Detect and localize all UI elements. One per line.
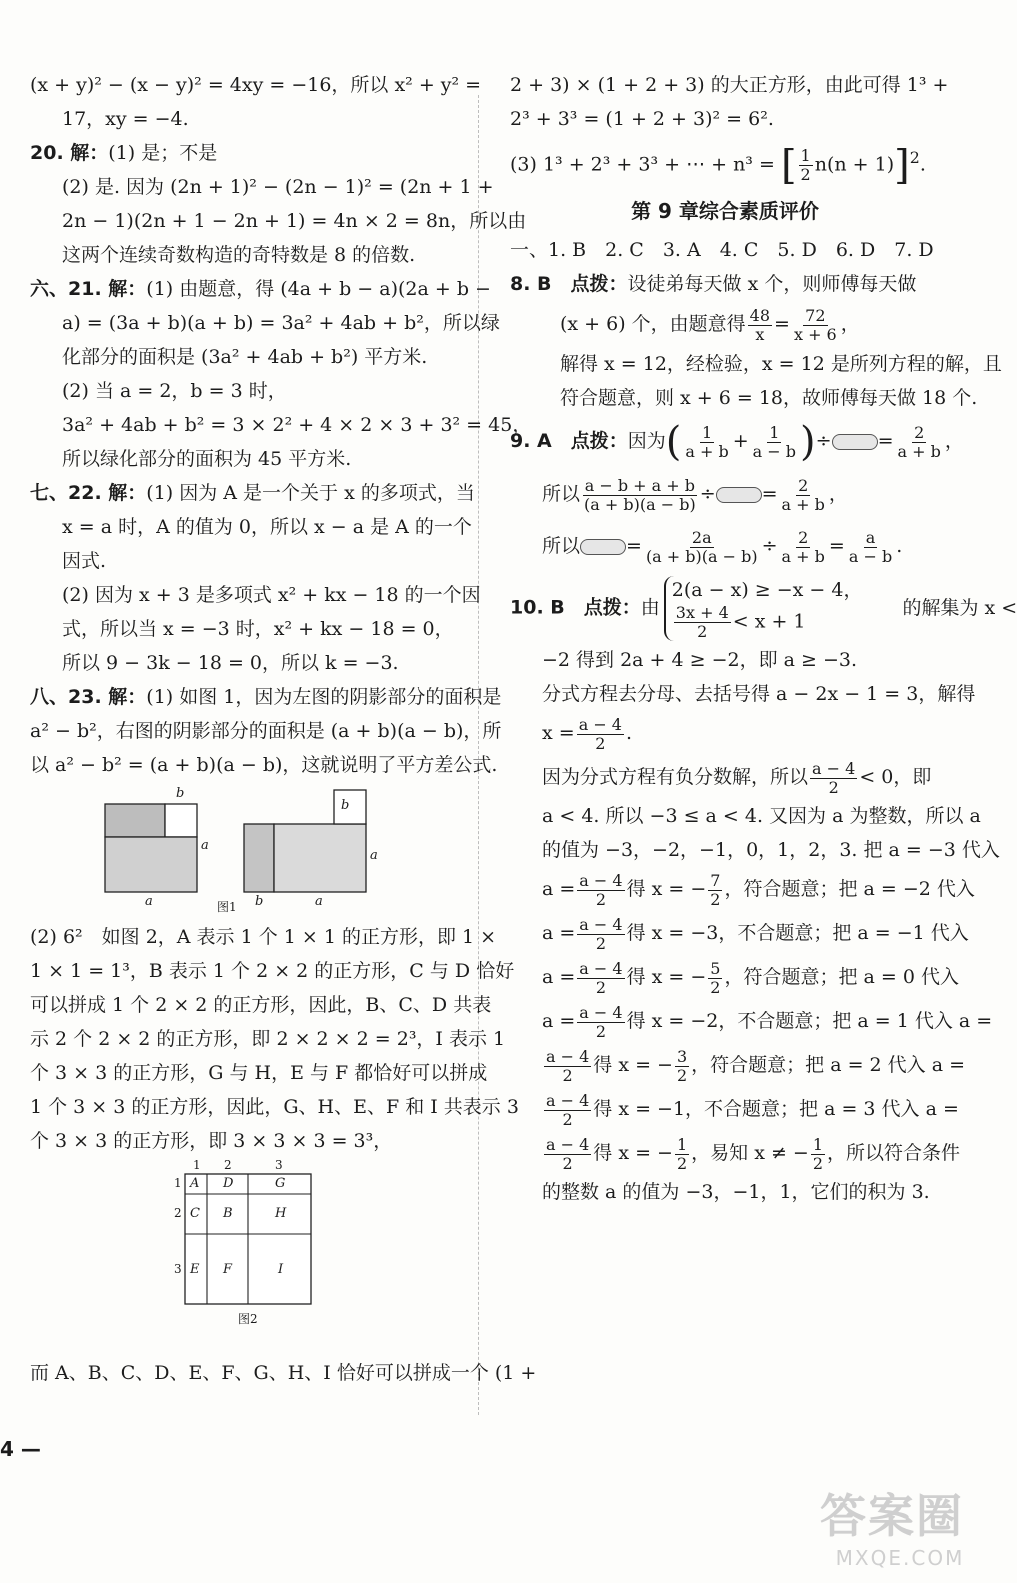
question-10 (510, 576, 1017, 642)
denominator: x + 6 (793, 324, 837, 344)
fraction (780, 529, 827, 566)
numerator: 48 (749, 305, 771, 325)
exponent: 2 (909, 148, 920, 167)
figure-1-drawing (30, 786, 460, 916)
formula-line: (3) 1³ + 2³ + 3³ + ⋯ + n³ = [ $\frac{1}{2}$ n(n + 1)]$^2$. (510, 142, 926, 189)
inequality-1: 2(a − x) ≥ −x − 4， (671, 579, 863, 602)
fraction (708, 872, 722, 909)
fraction (674, 604, 731, 641)
answer-text: 得 x = − (593, 1142, 673, 1165)
formula-line (510, 470, 940, 518)
fraction (792, 307, 839, 344)
denominator: 2 (710, 889, 721, 909)
denominator: 2 (800, 164, 811, 184)
question-heading: 八、23. 解： (30, 686, 147, 708)
denominator: a − b (752, 441, 797, 461)
punctuation: . (896, 535, 903, 558)
text-line: 以 a² − b² = (a + b)(a − b)，这就说明了平方差公式. (30, 754, 498, 776)
fraction (544, 1048, 591, 1085)
fraction (683, 424, 730, 461)
numerator: 1 (800, 145, 811, 165)
formula-line (510, 522, 940, 570)
fraction (780, 477, 827, 514)
numerator: 1 (676, 1134, 688, 1154)
row-number: 1 (174, 1176, 182, 1190)
denominator: 2 (676, 1153, 688, 1173)
answer-text: 的解集为 x < (902, 596, 1017, 619)
text-line: 2n − 1)(2n + 1 − 2n + 1) = 4n × 2 = 8n，所以由 (62, 210, 527, 232)
text-line: 解得 x = 12，经检验，x = 12 是所列方程的解，且 (560, 353, 1002, 376)
answer-text: 得 x = − (626, 966, 707, 989)
page-number: 4 — (0, 1437, 41, 1461)
numerator: 1 (812, 1134, 824, 1154)
bracket-close: ] (894, 142, 910, 189)
formula-line (510, 1089, 959, 1129)
formula-text: (3) 1³ + 2³ + 3³ + ⋯ + n³ = (510, 153, 775, 176)
divide-sign: ÷ (815, 430, 832, 453)
punctuation: ， (840, 313, 860, 336)
text-line: 17，xy = −4. (62, 108, 189, 130)
text-line: 2 + 3) × (1 + 2 + 3) 的大正方形，由此可得 1³ + (510, 74, 949, 96)
text-line: 的值为 −3，−2，−1，0，1，2，3. 把 a = −3 代入 (542, 839, 1000, 862)
cell-label-f: F (223, 1262, 233, 1277)
denominator: 2 (595, 889, 607, 909)
fraction (644, 529, 760, 566)
formula-line (510, 713, 940, 753)
cell-label-i: I (278, 1262, 284, 1277)
numerator: a − 4 (546, 1134, 590, 1154)
text-line: a² − b²，右图的阴影部分的面积是 (a + b)(a − b)，所 (30, 720, 502, 742)
watermark-logo (820, 1480, 980, 1575)
column-number: 1 (193, 1158, 201, 1172)
label-b: b (341, 798, 350, 813)
cell-label-c: C (190, 1206, 200, 1221)
punctuation: ， (944, 430, 964, 453)
text-line: a < 4. 所以 −3 ≤ a < 4. 又因为 a 为整数，所以 a (542, 805, 981, 828)
numerator: 3x + 4 (675, 603, 729, 623)
cloud-icon (580, 539, 626, 555)
label-a: a (370, 848, 378, 863)
cell-label-e: E (190, 1262, 200, 1277)
numerator: 3 (676, 1046, 688, 1066)
multiple-choice-answers: 一、1. B 2. C 3. A 4. C 5. D 6. D 7. D (510, 239, 934, 262)
answer-text: x = (542, 722, 575, 745)
numerator: a (865, 527, 876, 547)
numerator: a − 4 (546, 1046, 590, 1066)
inequality-text: < x + 1 (732, 610, 806, 633)
fraction (675, 1048, 689, 1085)
answer-text: 得 x = −1，不合题意；把 a = 3 代入 a = (593, 1098, 959, 1121)
answer-text: ，符合题意；把 a = −2 代入 (724, 878, 975, 901)
text-line: 分式方程去分母、去括号得 a − 2x − 1 = 3，解得 (542, 683, 976, 706)
fraction (577, 716, 624, 753)
fraction (751, 424, 798, 461)
numerator: a − 4 (579, 914, 623, 934)
question-22 (30, 478, 475, 508)
denominator: a + b (897, 441, 941, 461)
text-line: 这两个连续奇数构造的奇特数是 8 的倍数. (62, 244, 416, 266)
equals-sign: = (774, 313, 790, 336)
punctuation: . (625, 722, 633, 745)
shaded-area (105, 804, 165, 837)
denominator: 2 (595, 733, 606, 753)
fraction (708, 960, 722, 997)
answer-text: < 0，即 (859, 766, 932, 789)
left-column (30, 70, 537, 1392)
divide-sign: ÷ (699, 483, 716, 506)
divide-sign: ÷ (761, 535, 778, 558)
fraction (811, 1136, 825, 1173)
fraction (577, 1004, 624, 1041)
denominator: 2 (595, 933, 607, 953)
denominator: a + b (781, 494, 825, 514)
denominator: a + b (781, 546, 825, 566)
numerator: a − 4 (579, 870, 623, 890)
answer-text: 由 (640, 596, 660, 619)
question-heading: 10. B 点拨： (510, 596, 641, 619)
numerator: 1 (701, 422, 713, 442)
answer-text: 所以 (542, 483, 581, 506)
text-line: 个 3 × 3 的正方形，G 与 H，E 与 F 都恰好可以拼成 (30, 1062, 488, 1084)
denominator: 2 (697, 622, 708, 642)
inequality-2 (672, 604, 863, 641)
answer-text: 设徒弟每天做 x 个，则师傅每天做 (627, 273, 917, 296)
right-column (510, 70, 1017, 1211)
text-line: 因式. (62, 550, 107, 572)
plus-sign: + (732, 430, 749, 453)
numerator: 5 (710, 958, 721, 978)
figure-2 (30, 1158, 460, 1352)
numerator: 2 (798, 527, 809, 547)
text-line: (2) 是. 因为 (2n + 1)² − (2n − 1)² = (2n + 1 + (62, 176, 494, 198)
cloud-icon (716, 487, 762, 503)
text-line: −2 得到 2a + 4 ≥ −2，即 a ≥ −3. (542, 649, 858, 672)
fraction (799, 147, 813, 184)
numerator: a − 4 (812, 758, 856, 778)
text-line: 个 3 × 3 的正方形，即 3 × 3 × 3 = 3³， (30, 1130, 393, 1152)
denominator: 2 (710, 977, 721, 997)
denominator: 2 (562, 1109, 573, 1129)
denominator: 2 (812, 1153, 824, 1173)
numerator: 2a (691, 527, 712, 547)
row-number: 2 (174, 1206, 182, 1220)
denominator: 2 (676, 1065, 688, 1085)
numerator: 72 (805, 305, 826, 325)
cloud-icon (832, 434, 878, 450)
row-number: 3 (174, 1262, 182, 1276)
shaded-strip (244, 824, 274, 892)
text-line: 2³ + 3³ = (1 + 2 + 3)² = 6². (510, 108, 774, 130)
fraction (895, 424, 942, 461)
answer-text: (1) 因为 A 是一个关于 x 的多项式，当 (146, 482, 475, 504)
numerator: 1 (769, 422, 780, 442)
fraction (582, 477, 698, 514)
answer-text: 因为 (627, 430, 666, 453)
formula-line (510, 1001, 993, 1041)
formula-line (510, 1045, 965, 1085)
text-line: 的整数 a 的值为 −3，−1，1，它们的积为 3. (542, 1181, 930, 1204)
punctuation: ， (828, 483, 848, 506)
fraction (577, 872, 624, 909)
question-heading: 8. B 点拨： (510, 273, 628, 296)
question-heading: 9. A 点拨： (510, 430, 628, 453)
equals-sign: = (828, 535, 845, 558)
numerator: a − b + a + b (584, 475, 695, 495)
text-line: 而 A、B、C、D、E、F、G、H、I 恰好可以拼成一个 (1 + (30, 1362, 537, 1384)
text-line: (2) 因为 x + 3 是多项式 x² + kx − 18 的一个因 (62, 584, 481, 606)
watermark-title: 答案圈 (820, 1489, 964, 1543)
numerator: 7 (710, 870, 721, 890)
text-line: x = a 时，A 的值为 0，所以 x − a 是 A 的一个 (62, 516, 472, 538)
text-line: (2) 6² 如图 2，A 表示 1 个 1 × 1 的正方形，即 1 × (30, 926, 497, 948)
answer-text: 得 x = −2，不合题意；把 a = 1 代入 a = (626, 1010, 993, 1033)
answer-text: a = (542, 922, 576, 945)
fraction (577, 916, 624, 953)
watermark-site: MXQE.COM (835, 1546, 965, 1570)
answer-text: (1) 由题意，得 (4a + b − a)(2a + b − (146, 278, 491, 300)
numerator: a − 4 (579, 1002, 623, 1022)
fraction (675, 1136, 689, 1173)
text-line: 式，所以当 x = −3 时，x² + kx − 18 = 0， (62, 618, 454, 640)
question-heading: 七、22. 解： (30, 482, 147, 504)
answer-text: (x + 6) 个，由题意得 (560, 313, 746, 336)
small-square (165, 804, 197, 837)
text-line: 所以 9 − 3k − 18 = 0，所以 k = −3. (62, 652, 399, 674)
label-b: b (255, 894, 264, 909)
denominator: a − b (848, 546, 893, 566)
answer-text: 得 x = − (593, 1054, 673, 1077)
cell-label-a: A (190, 1176, 200, 1191)
column-number: 2 (224, 1158, 232, 1172)
answer-text: 因为分式方程有负分数解，所以 (542, 766, 809, 789)
text-line: 1 个 3 × 3 的正方形，因此，G、H、E、F 和 I 共表示 3 (30, 1096, 519, 1118)
fraction (544, 1136, 591, 1173)
answer-text: ，所以符合条件 (827, 1142, 961, 1165)
text-line: 可以拼成 1 个 2 × 2 的正方形，因此，B、C、D 共表 (30, 994, 492, 1016)
formula-line (510, 757, 940, 797)
cell-label-g: G (275, 1176, 286, 1191)
formula-line (510, 869, 975, 909)
question-21 (30, 274, 491, 304)
answer-text: 得 x = −3，不合题意；把 a = −1 代入 (626, 922, 969, 945)
question-8 (510, 269, 940, 299)
answer-text: 得 x = − (626, 878, 707, 901)
small-square (334, 790, 366, 824)
formula-line (510, 303, 940, 345)
text-line: 3a² + 4ab + b² = 3 × 2² + 4 × 2 × 3 + 3² = 45， (62, 414, 532, 436)
label-a: a (315, 894, 323, 909)
numerator: a − 4 (579, 958, 623, 978)
figure-caption: 图2 (238, 1312, 258, 1326)
answer-text: a = (542, 966, 576, 989)
label-a: a (201, 838, 209, 853)
fraction (810, 760, 857, 797)
cell-label-b: B (223, 1206, 233, 1221)
question-23 (30, 682, 502, 712)
question-20 (30, 138, 460, 168)
cell-label-h: H (275, 1206, 287, 1221)
figure-1 (30, 786, 460, 916)
answer-text: ，符合题意；把 a = 0 代入 (724, 966, 959, 989)
denominator: x (755, 324, 765, 344)
shaded-area (105, 837, 197, 892)
equals-sign: = (626, 535, 642, 558)
text-line: 示 2 个 2 × 2 的正方形，即 2 × 2 × 2 = 2³，I 表示 1 (30, 1028, 506, 1050)
answer-text: 所以 (542, 535, 581, 558)
cell-label-d: D (223, 1176, 234, 1191)
paren-close: ) (800, 419, 816, 466)
inequality-system (664, 576, 863, 641)
answer-text: (1) 如图 1，因为左图的阴影部分的面积是 (146, 686, 502, 708)
numerator: 2 (798, 475, 809, 495)
bracket-open: [ (780, 142, 797, 189)
denominator: a + b (685, 441, 729, 461)
section-title: 第 9 章综合素质评价 (631, 199, 819, 224)
answer-text: ，符合题意；把 a = 2 代入 a = (691, 1054, 965, 1077)
fraction (577, 960, 624, 997)
fraction (748, 307, 772, 344)
answer-text: ，易知 x ≠ − (691, 1142, 809, 1165)
answer-text: a = (542, 1010, 576, 1033)
denominator: 2 (828, 777, 839, 797)
formula-line (510, 1133, 961, 1173)
denominator: (a + b)(a − b) (645, 546, 758, 566)
text-line: 1 × 1 = 1³，B 表示 1 个 2 × 2 的正方形，C 与 D 恰好 (30, 960, 515, 982)
numerator: a − 4 (578, 714, 622, 734)
equals-sign: = (761, 483, 778, 506)
denominator: 2 (562, 1153, 573, 1173)
answer-text: a = (542, 878, 576, 901)
fraction (544, 1092, 591, 1129)
equals-sign: = (877, 430, 894, 453)
shaded-area (274, 824, 366, 892)
question-heading: 六、21. 解： (30, 278, 147, 300)
answer-text: (1) 是；不是 (108, 142, 218, 164)
numerator: a − 4 (546, 1090, 590, 1110)
denominator: 2 (595, 1021, 607, 1041)
figure-caption: 图1 (217, 900, 237, 914)
question-9 (510, 417, 964, 466)
formula-text: n(n + 1) (814, 153, 895, 176)
text-line: 所以绿化部分的面积为 45 平方米. (62, 448, 352, 470)
denominator: 2 (595, 977, 607, 997)
column-number: 3 (275, 1158, 283, 1172)
fraction (847, 529, 894, 566)
text-line: (2) 当 a = 2，b = 3 时， (62, 380, 287, 402)
formula-line (510, 957, 959, 997)
question-heading: 20. 解： (30, 142, 109, 164)
formula-line (510, 913, 969, 953)
label-a: a (145, 894, 153, 909)
denominator: (a + b)(a − b) (584, 494, 696, 514)
text-line: 化部分的面积是 (3a² + 4ab + b²) 平方米. (62, 346, 428, 368)
label-b: b (176, 786, 185, 801)
text-line: a) = (3a + b)(a + b) = 3a² + 4ab + b²，所以绿 (62, 312, 500, 334)
text-line: 符合题意，则 x + 6 = 18，故师傅每天做 18 个. (560, 387, 978, 410)
numerator: 2 (914, 422, 925, 442)
denominator: 2 (562, 1065, 573, 1085)
paren-open: ( (665, 419, 682, 466)
text-line: (x + y)² − (x − y)² = 4xy = −16，所以 x² + y² = (30, 74, 482, 96)
